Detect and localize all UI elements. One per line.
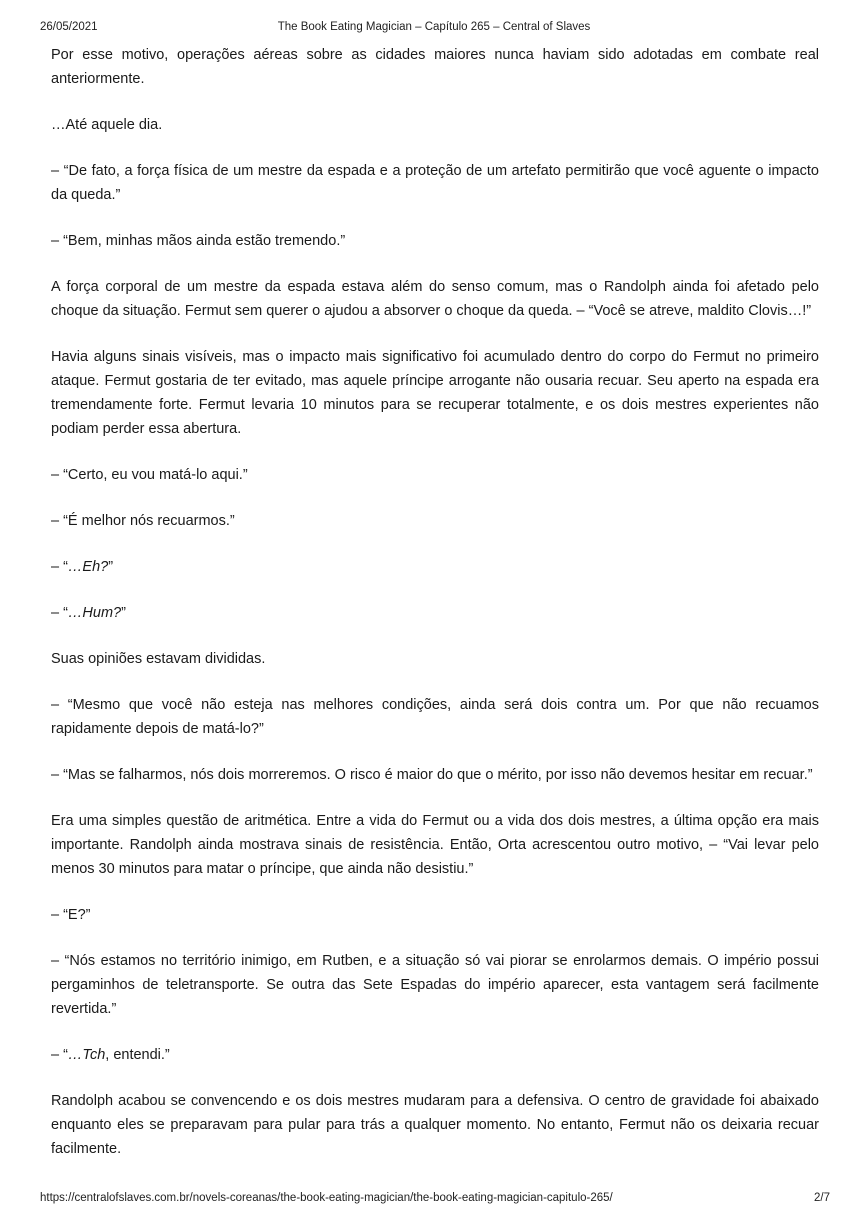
italic-text: …Hum? [67,605,122,621]
paragraph: – “Nós estamos no território inimigo, em Rutben, e a situação só vai piorar se enrolarmos demais. O império possui pergaminhos de teletransporte. Se outra das Sete Espadas do império aparecer, esta vantagem será facilmente revertida.” [51,953,819,1017]
paragraph: Randolph acabou se convencendo e os dois mestres mudaram para a defensiva. O centro de gravidade foi abaixado enquanto eles se preparavam para pular para trás a qualquer momento. No entanto, Fermut não os deixaria recuar facilmente. [51,1093,819,1157]
paragraph: Suas opiniões estavam divididas. [51,651,266,667]
dialogue-open: – “ [51,559,68,575]
paragraph: – “De fato, a força física de um mestre da espada e a proteção de um artefato permitirão que você aguente o impacto da queda.” [51,163,819,203]
paragraph [51,555,819,579]
paragraph: – “É melhor nós recuarmos.” [51,513,235,529]
dialogue-close: ” [108,559,114,575]
paragraph: …Até aquele dia. [51,117,163,133]
paragraph: – “Mas se falharmos, nós dois morreremos. O risco é maior do que o mérito, por isso não devemos hesitar em recuar.” [51,767,813,783]
paragraph: A força corporal de um mestre da espada estava além do senso comum, mas o Randolph ainda foi afetado pelo choque da situação. Fermut sem querer o ajudou a absorver o choque da queda. – “Você se atreve, maldito Clovis…!” [51,279,819,319]
dialogue-open: – “ [51,1047,68,1063]
paragraph: – “Certo, eu vou matá-lo aqui.” [51,467,248,483]
italic-text: …Eh? [67,559,109,575]
print-page-title: The Book Eating Magician – Capítulo 265 – Central of Slaves [277,21,591,33]
italic-text: …Tch [67,1047,106,1063]
paragraph: – “Bem, minhas mãos ainda estão tremendo.” [51,233,346,249]
page-number: 2/7 [814,1192,830,1204]
paragraph: Era uma simples questão de aritmética. Entre a vida do Fermut ou a vida dos dois mestres, a última opção era mais importante. Randolph ainda mostrava sinais de resistência. Então, Orta acrescentou outro motivo, – “Vai levar pelo menos 30 minutos para matar o príncipe, que ainda não desistiu.” [51,813,819,877]
dialogue-close: ” [121,605,126,621]
chapter-content [51,43,819,1183]
print-url: https://centralofslaves.com.br/novels-coreanas/the-book-eating-magician/the-book-eating-magician-capitulo-265/ [40,1192,613,1204]
dialogue-close: , entendi.” [105,1047,170,1063]
dialogue-open: – “ [51,605,68,621]
paragraph [51,1043,819,1067]
paragraph: Por esse motivo, operações aéreas sobre as cidades maiores nunca haviam sido adotadas em combate real anteriormente. [51,47,819,87]
paragraph [51,601,819,625]
paragraph: – “Mesmo que você não esteja nas melhores condições, ainda será dois contra um. Por que não recuamos rapidamente depois de matá-lo?” [51,697,819,737]
paragraph: Havia alguns sinais visíveis, mas o impacto mais significativo foi acumulado dentro do corpo do Fermut no primeiro ataque. Fermut gostaria de ter evitado, mas aquele príncipe arrogante não ousaria recuar. Seu aperto na espada era tremendamente forte. Fermut levaria 10 minutos para se recuperar totalmente, e os dois mestres experientes não podiam perder essa abertura. [51,349,819,437]
print-date: 26/05/2021 [40,21,98,33]
paragraph: – “E?” [51,907,91,923]
